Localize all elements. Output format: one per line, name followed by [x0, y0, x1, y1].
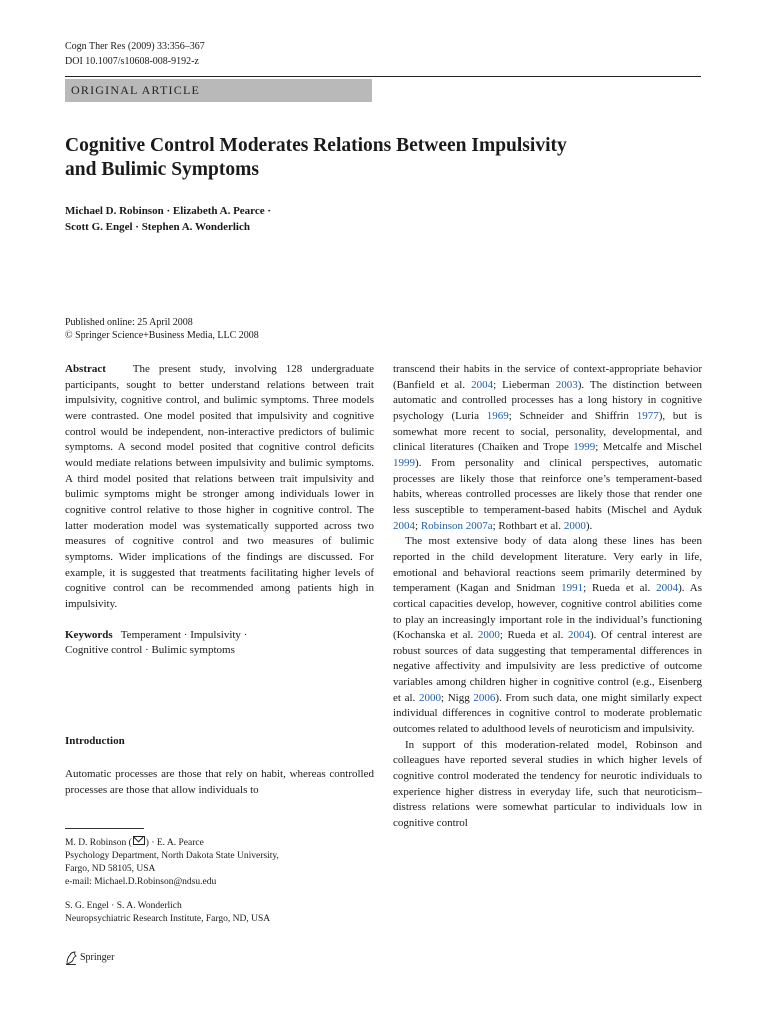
citation-link[interactable]: 2000 — [418, 691, 441, 704]
affiliation-1-city: Fargo, ND 58105, USA — [65, 864, 156, 874]
text-run: ; Nigg — [440, 691, 474, 704]
citation-link[interactable]: 2004 — [393, 519, 415, 532]
text-run: ). From personality and clinical perspectives, automatic processes are likely those that reinforce one’s temperament-based habits, whereas controlled processes are likely those that render one less susceptible to temperament-based habits (Mischel and Ayduk — [393, 456, 702, 516]
text-run: ). — [585, 519, 593, 532]
keywords-label: Keywords — [65, 628, 113, 641]
publisher-name: Springer — [80, 952, 115, 963]
copyright-notice: © Springer Science+Business Media, LLC 2008 — [65, 330, 259, 341]
text-run: ). Of central interest are robust sources of data suggesting that temperamental differences in negative affectivity and impulsivity are less predictive of outcome variables among children higher in cognitive control (e.g., Eisenberg et al. — [393, 629, 702, 704]
body-paragraph-2 — [393, 534, 702, 738]
author-list — [65, 203, 565, 235]
text-run: ; Schneider and Shiffrin — [508, 409, 637, 422]
body-paragraph-3: In support of this moderation-related model, Robinson and colleagues have reported several studies in which higher levels of cognitive control moderated the tendency for neurotic individuals to experience higher distress in everyday life, such that neuroticism–distress relations were somewhat particular to individuals low in cognitive control — [393, 738, 702, 830]
citation-link[interactable]: 2004 — [567, 629, 590, 642]
journal-citation: Cogn Ther Res (2009) 33:356–367 — [65, 41, 205, 52]
text-run: ). As cortical capacities develop, however, cognitive control abilities come to play an increasingly important role in the individual’s functioning (Kochanska et al. — [393, 582, 702, 642]
citation-link[interactable]: 2004 — [656, 582, 679, 595]
authors-line-1: Michael D. Robinson · Elizabeth A. Pearce · — [65, 205, 272, 217]
springer-horse-icon — [65, 951, 77, 965]
authors-line-2: Scott G. Engel · Stephen A. Wonderlich — [65, 221, 250, 233]
affiliation-2-names: S. G. Engel · S. A. Wonderlich — [65, 901, 182, 911]
text-run: ; — [415, 519, 421, 532]
affiliation-1-names-cont: ) · E. A. Pearce — [145, 838, 204, 848]
doi: DOI 10.1007/s10608-008-9192-z — [65, 56, 199, 67]
abstract — [65, 362, 374, 613]
envelope-icon — [133, 836, 145, 845]
article-title — [65, 134, 685, 182]
affiliation-1-department: Psychology Department, North Dakota State University, — [65, 851, 279, 861]
text-run: ). From such data, one might similarly expect individual differences in cognitive control to moderate problematic outcomes related to adulthood levels of neuroticism and impulsivity. — [393, 691, 702, 736]
text-run: ; Metcalfe and Mischel — [595, 441, 702, 454]
text-run: ; Lieberman — [493, 378, 556, 391]
affiliation-1 — [65, 836, 385, 889]
right-column — [393, 362, 702, 832]
introduction-heading: Introduction — [65, 735, 125, 747]
corresponding-email[interactable]: e-mail: Michael.D.Robinson@ndsu.edu — [65, 877, 217, 887]
text-run: The most extensive body of data along these lines has been reported in the child development literature. Very early in life, emotional and behavioral reactions seem primarily determined by temperament (Kagan and Snidman — [393, 535, 702, 595]
affiliation-1-names: M. D. Robinson ( — [65, 838, 132, 848]
keywords-line-2: Cognitive control · Bulimic symptoms — [65, 644, 235, 657]
footnote-rule — [65, 828, 144, 829]
citation-link[interactable]: 1977 — [636, 409, 659, 422]
citation-link[interactable]: 2006 — [473, 691, 496, 704]
title-line-1: Cognitive Control Moderates Relations Between Impulsivity — [65, 135, 567, 156]
citation-link[interactable]: 2004 — [471, 378, 494, 391]
text-run: ; Rueda et al. — [583, 582, 657, 595]
abstract-label: Abstract — [65, 363, 106, 375]
affiliation-2 — [65, 900, 385, 926]
text-run: ), but is somewhat more recent to social, personality, developmental, and clinical literatures (Chaiken and Trope — [393, 409, 703, 454]
introduction-text: Automatic processes are those that rely on habit, whereas controlled processes are those that allow individuals to — [65, 768, 374, 796]
citation-link[interactable]: 1969 — [486, 409, 509, 422]
abstract-text: The present study, involving 128 undergraduate participants, sought to better understand relations between trait impulsivity, cognitive control, and bulimic symptoms. Three models were contrasted. One model posited that impulsivity and cognitive control would be independent, non-interactive predictors of bulimic symptoms. A second model posited that cognitive control deficits would mediate relations between impulsivity and bulimic symptoms. A third model posited that relations between trait impulsivity and bulimic symptoms might be stronger among individuals lower in cognitive control relative to those higher in cognitive control. The latter moderation model was systematically supported across two measures of cognitive control and two measures of bulimic symptoms. Wider implications of the findings are discussed. For example, it is suggested that treatments facilitating higher levels of cognitive control can be recommended among patients high in impulsivity. — [65, 363, 374, 610]
text-run: transcend their habits in the service of context-appropriate behavior (Banfield et al. — [393, 363, 702, 391]
citation-link[interactable]: 2000 — [563, 519, 586, 532]
citation-link[interactable]: 2003 — [555, 378, 578, 391]
published-date: Published online: 25 April 2008 — [65, 317, 193, 328]
citation-link[interactable]: 1999 — [573, 441, 596, 454]
text-run: ). The distinction between automatic and controlled processes has a long history in cognitive psychology (Luria — [393, 378, 702, 422]
publication-info — [65, 316, 259, 342]
left-column — [65, 362, 374, 659]
citation-link[interactable]: 2000 — [477, 629, 500, 642]
title-line-2: and Bulimic Symptoms — [65, 159, 259, 180]
keywords-line-1: Temperament · Impulsivity · — [120, 628, 248, 641]
citation-link[interactable]: Robinson 2007a — [420, 519, 493, 532]
citation-link[interactable]: 1991 — [561, 582, 584, 595]
body-paragraph-1 — [393, 362, 702, 534]
affiliation-2-institute: Neuropsychiatric Research Institute, Fargo, ND, USA — [65, 914, 271, 924]
text-run: ; Rueda et al. — [499, 629, 568, 642]
keywords — [65, 628, 374, 659]
page-footer — [65, 951, 114, 965]
text-run: ; Rothbart et al. — [492, 519, 564, 532]
citation-link[interactable]: 1999 — [393, 456, 415, 469]
article-type-banner: ORIGINAL ARTICLE — [65, 79, 372, 102]
header-rule — [65, 76, 701, 77]
